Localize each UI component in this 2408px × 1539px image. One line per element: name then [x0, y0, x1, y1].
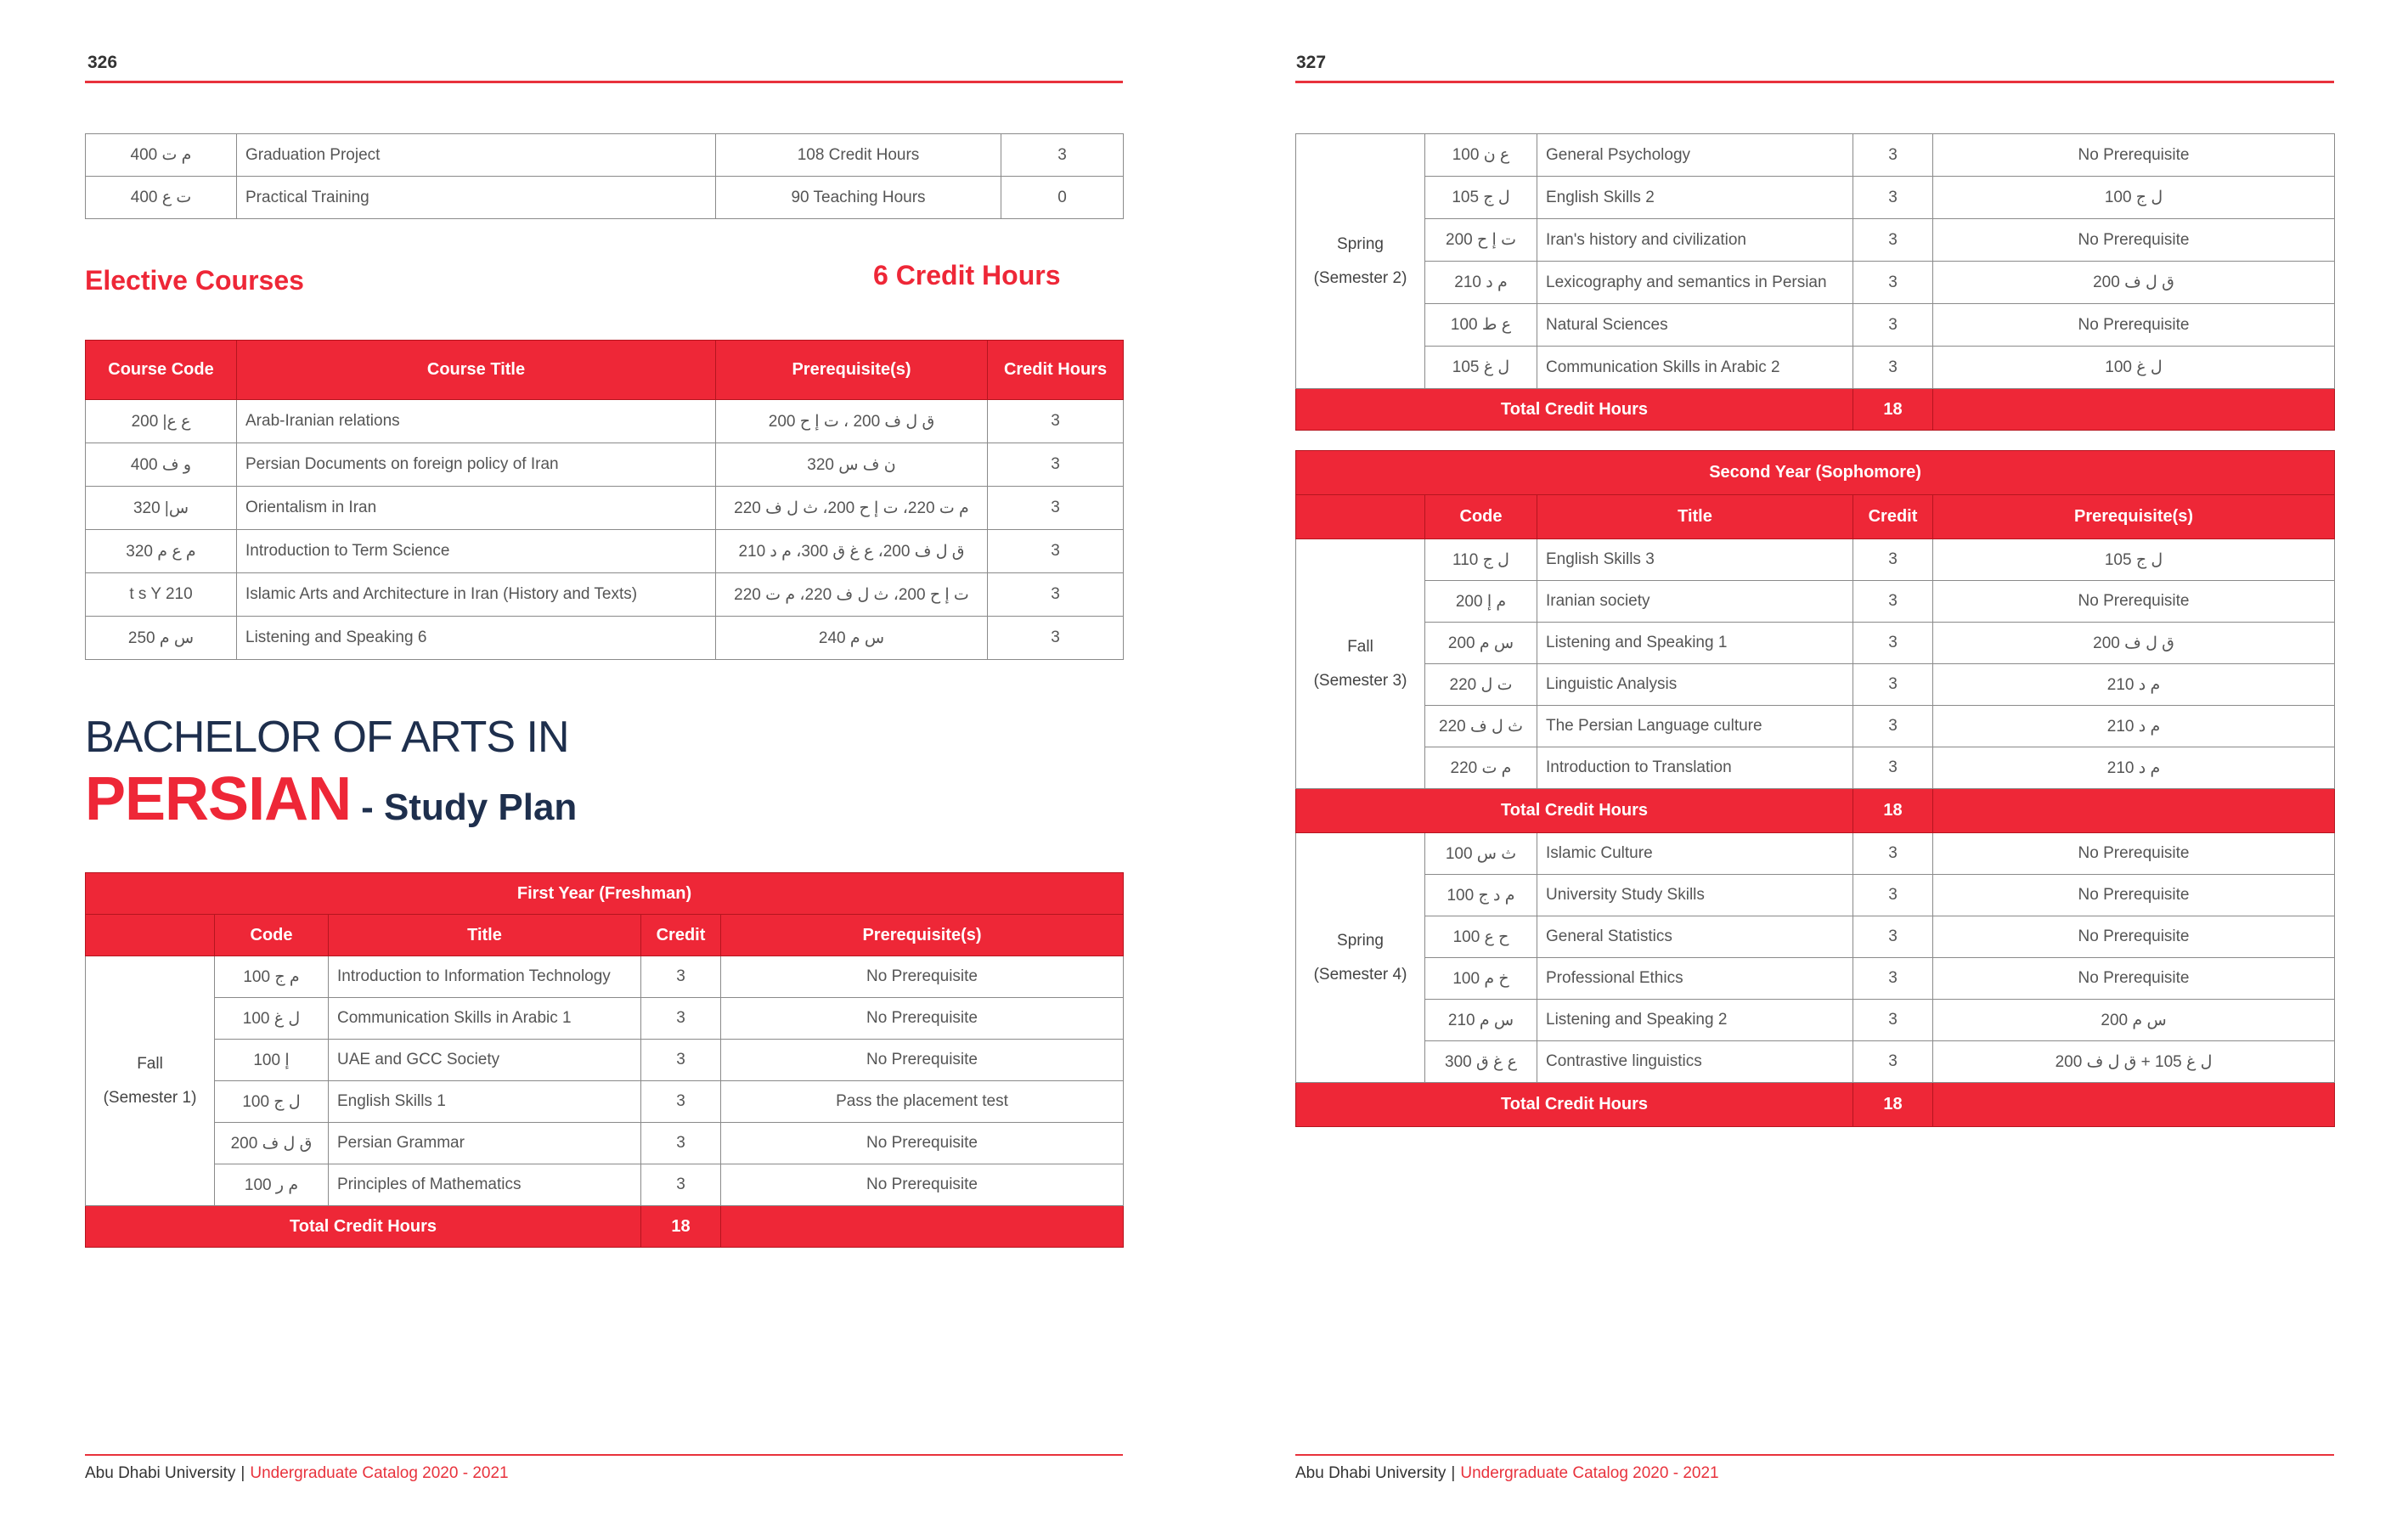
semester-number: (Semester 2) [1313, 268, 1407, 287]
course-title: English Skills 2 [1537, 177, 1853, 219]
table-row [1296, 747, 2335, 789]
course-code: م د 210 [1425, 262, 1537, 304]
course-code: م ت 400 [86, 134, 237, 177]
prerequisites: م د 210 [1933, 706, 2335, 747]
header-title: Title [1537, 495, 1853, 539]
credit: 3 [1853, 1000, 1933, 1041]
course-title: The Persian Language culture [1537, 706, 1853, 747]
course-title: Practical Training [237, 177, 716, 219]
credit: 3 [641, 1164, 721, 1206]
header-credit-hours: Credit Hours [988, 341, 1124, 400]
course-code: م إ 200 [1425, 581, 1537, 623]
header-prerequisites: Prerequisite(s) [721, 915, 1124, 956]
prerequisites: No Prerequisite [721, 956, 1124, 998]
total-row [1296, 389, 2335, 431]
prerequisites: ت إ ح 200، ث ل ف 220، م ت 220 [716, 573, 988, 617]
header-credit: Credit [1853, 495, 1933, 539]
footer-rule [85, 1454, 1123, 1456]
credit: 3 [1853, 875, 1933, 916]
course-code: ع ن 100 [1425, 134, 1537, 177]
header-title: Title [329, 915, 641, 956]
course-title: Persian Documents on foreign policy of Iran [237, 443, 716, 487]
course-code: م ع م 320 [86, 530, 237, 573]
semester-name: Spring [1337, 931, 1384, 950]
elective-courses-table [85, 340, 1124, 660]
credit: 3 [1853, 958, 1933, 1000]
hours: 108 Credit Hours [716, 134, 1001, 177]
credit: 3 [1853, 347, 1933, 389]
table-row [86, 1164, 1124, 1206]
course-title: Graduation Project [237, 134, 716, 177]
hours: 90 Teaching Hours [716, 177, 1001, 219]
header-code: Code [215, 915, 329, 956]
prerequisites: No Prerequisite [1933, 134, 2335, 177]
semester-name: Fall [137, 1054, 163, 1073]
credit: 3 [1853, 1041, 1933, 1083]
table-row [1296, 623, 2335, 664]
prerequisites: م د 210 [1933, 747, 2335, 789]
header-prerequisites: Prerequisite(s) [1933, 495, 2335, 539]
course-code: ل ج 100 [215, 1081, 329, 1123]
table-row [1296, 916, 2335, 958]
table-title-row [86, 873, 1124, 915]
prerequisites: No Prerequisite [1933, 875, 2335, 916]
course-title: Orientalism in Iran [237, 487, 716, 530]
course-code: إ 100 [215, 1040, 329, 1081]
course-code: س م 200 [1425, 623, 1537, 664]
prerequisites: ق ل ف 200 [1933, 262, 2335, 304]
prerequisites: No Prerequisite [721, 1040, 1124, 1081]
course-code: ث س 100 [1425, 833, 1537, 875]
prerequisites: No Prerequisite [1933, 916, 2335, 958]
course-title: Islamic Culture [1537, 833, 1853, 875]
course-code: م ج 100 [215, 956, 329, 998]
table-row [1296, 664, 2335, 706]
credit: 3 [641, 956, 721, 998]
credit: 3 [1853, 747, 1933, 789]
course-code: ع غ ق 300 [1425, 1041, 1537, 1083]
table-row [86, 998, 1124, 1040]
credit: 0 [1001, 177, 1124, 219]
course-title: Contrastive linguistics [1537, 1041, 1853, 1083]
elective-courses-heading: Elective Courses [85, 265, 304, 296]
total-empty [1933, 1083, 2335, 1127]
course-title: Professional Ethics [1537, 958, 1853, 1000]
credit: 3 [1853, 664, 1933, 706]
total-value: 18 [641, 1206, 721, 1248]
page-number: 327 [1296, 53, 1327, 72]
course-title: Lexicography and semantics in Persian [1537, 262, 1853, 304]
course-title: Communication Skills in Arabic 2 [1537, 347, 1853, 389]
prerequisites: No Prerequisite [1933, 581, 2335, 623]
table-row [1296, 539, 2335, 581]
prerequisites: س م 240 [716, 617, 988, 660]
course-title: UAE and GCC Society [329, 1040, 641, 1081]
table-row [1296, 134, 2335, 177]
table-row [1296, 1000, 2335, 1041]
footer-catalog: Undergraduate Catalog 2020 - 2021 [1460, 1464, 1719, 1482]
prerequisites: ق ل ف 200، ع غ ق 300، م د 210 [716, 530, 988, 573]
prerequisites: No Prerequisite [721, 998, 1124, 1040]
capstone-table [85, 133, 1124, 219]
prerequisites: No Prerequisite [721, 1164, 1124, 1206]
credit: 3 [1853, 623, 1933, 664]
table-row [86, 1081, 1124, 1123]
course-code: س| 320 [86, 487, 237, 530]
program-name: PERSIAN [85, 765, 352, 833]
table-row [86, 1123, 1124, 1164]
prerequisites: ق ل ف 200 [1933, 623, 2335, 664]
total-label: Total Credit Hours [1296, 1083, 1853, 1127]
prerequisites: No Prerequisite [1933, 304, 2335, 347]
semester-label [1296, 134, 1425, 389]
credit: 3 [1853, 177, 1933, 219]
prerequisites: No Prerequisite [1933, 219, 2335, 262]
prerequisites: No Prerequisite [1933, 958, 2335, 1000]
credit: 3 [1853, 134, 1933, 177]
table-row [1296, 833, 2335, 875]
course-title: English Skills 3 [1537, 539, 1853, 581]
prerequisites: م د 210 [1933, 664, 2335, 706]
credit: 3 [641, 1123, 721, 1164]
prerequisites: ل ج 100 [1933, 177, 2335, 219]
course-code: ت ل 220 [1425, 664, 1537, 706]
credit: 3 [988, 487, 1124, 530]
course-code: t s Y 210 [86, 573, 237, 617]
table-row [1296, 875, 2335, 916]
table-row [86, 487, 1124, 530]
course-code: خ م 100 [1425, 958, 1537, 1000]
credit: 3 [1853, 262, 1933, 304]
total-row [86, 1206, 1124, 1248]
course-title: General Psychology [1537, 134, 1853, 177]
course-title: Principles of Mathematics [329, 1164, 641, 1206]
footer: Abu Dhabi University | Undergraduate Catalog 2020 - 2021 [85, 1464, 509, 1482]
table-row [86, 400, 1124, 443]
course-code: ل غ 100 [215, 998, 329, 1040]
program-title-line1: BACHELOR OF ARTS IN [85, 713, 569, 762]
semester-label [1296, 833, 1425, 1083]
course-code: س م 210 [1425, 1000, 1537, 1041]
header-credit: Credit [641, 915, 721, 956]
header-code: Code [1425, 495, 1537, 539]
course-title: University Study Skills [1537, 875, 1853, 916]
total-row [1296, 789, 2335, 833]
header-prerequisites: Prerequisite(s) [716, 341, 988, 400]
total-label: Total Credit Hours [1296, 389, 1853, 431]
course-title: Communication Skills in Arabic 1 [329, 998, 641, 1040]
semester-label [86, 956, 215, 1206]
credit: 3 [641, 998, 721, 1040]
course-title: General Statistics [1537, 916, 1853, 958]
table-row [86, 530, 1124, 573]
table-row [86, 1040, 1124, 1081]
semester-name: Fall [1347, 637, 1373, 656]
page-number: 326 [87, 53, 118, 72]
total-empty [1933, 789, 2335, 833]
total-label: Total Credit Hours [1296, 789, 1853, 833]
prerequisites: س م 200 [1933, 1000, 2335, 1041]
course-title: Listening and Speaking 1 [1537, 623, 1853, 664]
course-code: ت إ ح 200 [1425, 219, 1537, 262]
credit: 3 [641, 1040, 721, 1081]
table-row [86, 956, 1124, 998]
credit: 3 [988, 400, 1124, 443]
right-page [1204, 0, 2408, 1539]
course-code: م ر 100 [215, 1164, 329, 1206]
spring-semester-2-table [1295, 133, 2335, 431]
course-title: Arab-Iranian relations [237, 400, 716, 443]
header-rule [1295, 81, 2334, 83]
credit: 3 [1853, 916, 1933, 958]
credit: 3 [988, 530, 1124, 573]
table-row [1296, 219, 2335, 262]
table-title-row [1296, 451, 2335, 495]
table-header-row [86, 915, 1124, 956]
prerequisites: ل ج 105 [1933, 539, 2335, 581]
header-semester [86, 915, 215, 956]
credit: 3 [641, 1081, 721, 1123]
credit: 3 [1853, 539, 1933, 581]
second-year-table [1295, 450, 2335, 1127]
footer: Abu Dhabi University | Undergraduate Catalog 2020 - 2021 [1295, 1464, 1719, 1482]
table-row [1296, 581, 2335, 623]
table-row [1296, 177, 2335, 219]
prerequisites: Pass the placement test [721, 1081, 1124, 1123]
course-title: Introduction to Information Technology [329, 956, 641, 998]
semester-number: (Semester 1) [103, 1088, 197, 1107]
course-title: Islamic Arts and Architecture in Iran (History and Texts) [237, 573, 716, 617]
total-empty [1933, 389, 2335, 431]
prerequisites: م ت 220، ت إ ح 200، ث ل ف 220 [716, 487, 988, 530]
credit: 3 [1853, 833, 1933, 875]
semester-number: (Semester 3) [1313, 671, 1407, 690]
total-value: 18 [1853, 389, 1933, 431]
credit: 3 [988, 443, 1124, 487]
table-row [1296, 262, 2335, 304]
course-code: ع ع| 200 [86, 400, 237, 443]
credit: 3 [1853, 304, 1933, 347]
total-label: Total Credit Hours [86, 1206, 641, 1248]
semester-number: (Semester 4) [1313, 965, 1407, 984]
prerequisites: ن ف س 320 [716, 443, 988, 487]
total-value: 18 [1853, 789, 1933, 833]
course-title: English Skills 1 [329, 1081, 641, 1123]
table-row [1296, 304, 2335, 347]
course-code: ت ع 400 [86, 177, 237, 219]
course-title: Listening and Speaking 2 [1537, 1000, 1853, 1041]
prerequisites: No Prerequisite [721, 1123, 1124, 1164]
table-header-row [1296, 495, 2335, 539]
credit: 3 [988, 573, 1124, 617]
semester-label [1296, 539, 1425, 789]
semester-name: Spring [1337, 234, 1384, 253]
credit: 3 [1853, 219, 1933, 262]
footer-university: Abu Dhabi University [1295, 1464, 1446, 1482]
course-code: ل ج 110 [1425, 539, 1537, 581]
course-title: Listening and Speaking 6 [237, 617, 716, 660]
course-title: Introduction to Translation [1537, 747, 1853, 789]
course-code: ع ط 100 [1425, 304, 1537, 347]
course-code: ح ع 100 [1425, 916, 1537, 958]
header-semester [1296, 495, 1425, 539]
course-title: Iranian society [1537, 581, 1853, 623]
program-title-line2 [85, 764, 577, 834]
total-row [1296, 1083, 2335, 1127]
course-code: ث ل ف 220 [1425, 706, 1537, 747]
table-row [1296, 958, 2335, 1000]
credit: 3 [1853, 706, 1933, 747]
table-title: First Year (Freshman) [86, 873, 1124, 915]
course-title: Persian Grammar [329, 1123, 641, 1164]
course-title: Iran's history and civilization [1537, 219, 1853, 262]
header-course-code: Course Code [86, 341, 237, 400]
prerequisites: ق ل ف 200 ، ت إ ح 200 [716, 400, 988, 443]
course-title: Introduction to Term Science [237, 530, 716, 573]
table-row [86, 134, 1124, 177]
course-title: Natural Sciences [1537, 304, 1853, 347]
course-code: م د ج 100 [1425, 875, 1537, 916]
elective-credit-hours: 6 Credit Hours [873, 260, 1061, 290]
table-row [1296, 706, 2335, 747]
table-row [1296, 1041, 2335, 1083]
study-plan-label: - Study Plan [361, 786, 578, 828]
header-rule [85, 81, 1123, 83]
total-empty [721, 1206, 1124, 1248]
table-row [1296, 347, 2335, 389]
first-year-table [85, 872, 1124, 1248]
table-row [86, 617, 1124, 660]
table-title: Second Year (Sophomore) [1296, 451, 2335, 495]
footer-university: Abu Dhabi University [85, 1464, 236, 1482]
course-code: و ف 400 [86, 443, 237, 487]
course-code: س م 250 [86, 617, 237, 660]
table-row [86, 573, 1124, 617]
credit: 3 [988, 617, 1124, 660]
prerequisites: ل غ 105 + ق ل ف 200 [1933, 1041, 2335, 1083]
prerequisites: ل غ 100 [1933, 347, 2335, 389]
prerequisites: No Prerequisite [1933, 833, 2335, 875]
course-code: ق ل ف 200 [215, 1123, 329, 1164]
credit: 3 [1853, 581, 1933, 623]
credit: 3 [1001, 134, 1124, 177]
header-course-title: Course Title [237, 341, 716, 400]
course-title: Linguistic Analysis [1537, 664, 1853, 706]
table-row [86, 443, 1124, 487]
footer-rule [1295, 1454, 2334, 1456]
footer-catalog: Undergraduate Catalog 2020 - 2021 [250, 1464, 509, 1482]
course-code: م ت 220 [1425, 747, 1537, 789]
total-value: 18 [1853, 1083, 1933, 1127]
course-code: ل ج 105 [1425, 177, 1537, 219]
table-row [86, 177, 1124, 219]
course-code: ل غ 105 [1425, 347, 1537, 389]
